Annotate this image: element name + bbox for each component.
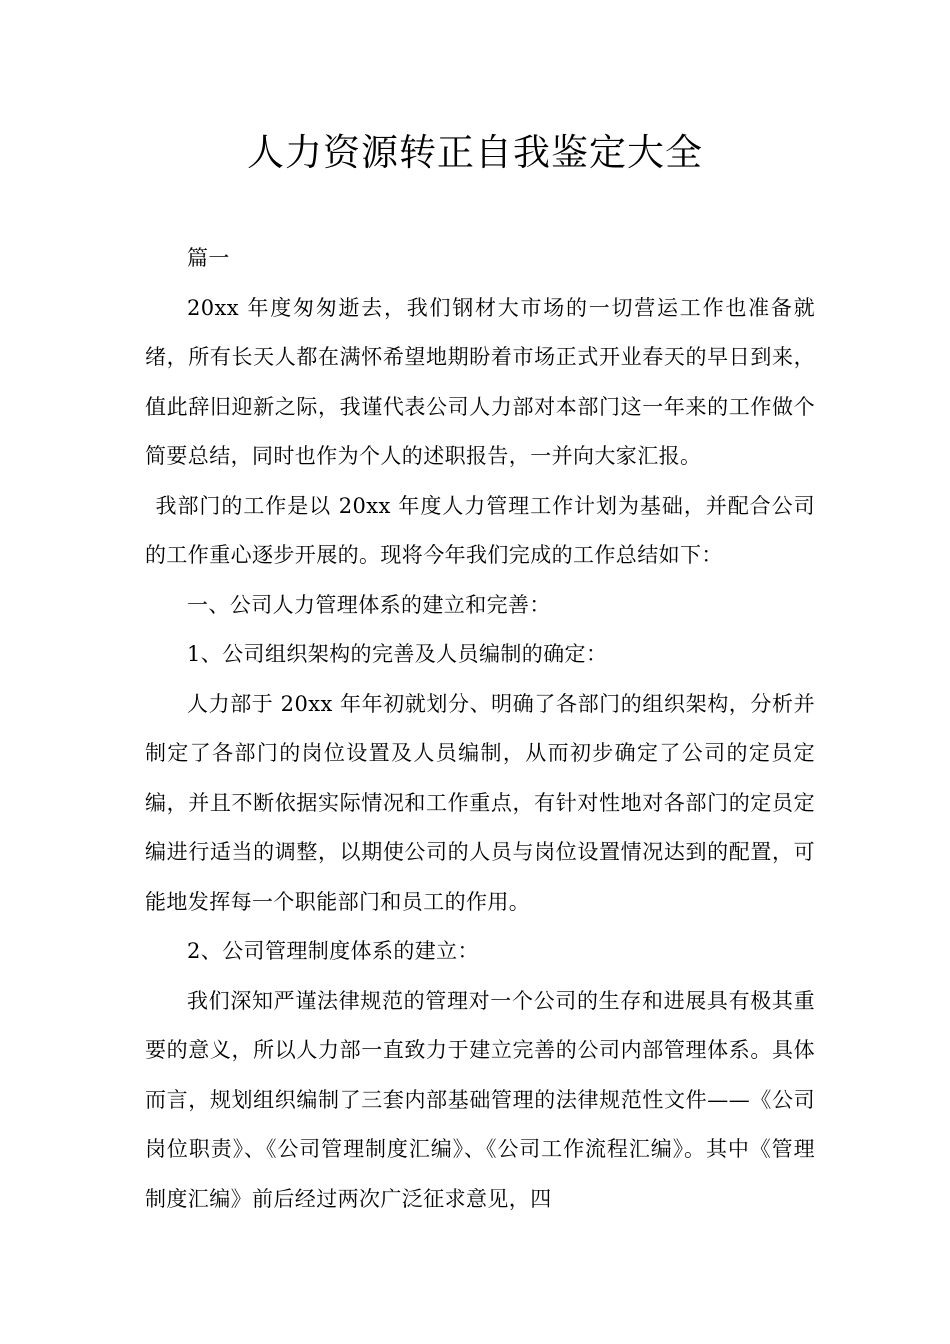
subheading: 1、公司组织架构的完善及人员编制的确定： [187,642,608,666]
paragraph: 人力部于 20xx 年年初就划分、明确了各部门的组织架构，分析并制定了各部门的岗位设置及人员编制，从而初步确定了公司的定员定编，并且不断依据实际情况和工作重点，有针对性地对各部门的定员定编进行适当的调整，以期使公司的人员与岗位设置情况达到的配置，可能地发挥每一个职能部门和员工的作用。 [145,691,815,914]
paragraph: 我们深知严谨法律规范的管理对一个公司的生存和进展具有极其重要的意义，所以人力部一直致力于建立完善的公司内部管理体系。具体而言，规划组织编制了三套内部基础管理的法律规范性文件——《公司岗位职责》、《公司管理制度汇编》、《公司工作流程汇编》。其中《管理制度汇编》前后经过两次广泛征求意见，四 [145,988,815,1211]
section-heading: 篇一 [187,246,230,270]
document-title: 人力资源转正自我鉴定大全 [247,131,703,174]
paragraph: 20xx 年度匆匆逝去，我们钢材大市场的一切营运工作也准备就绪，所有长天人都在满怀希望地期盼着市场正式开业春天的早日到来，值此辞旧迎新之际，我谨代表公司人力部对本部门这一年来的工作做个简要总结，同时也作为个人的述职报告，一并向大家汇报。 [145,295,815,468]
document-body [145,234,815,1224]
subheading: 2、公司管理制度体系的建立： [187,939,479,963]
paragraph: 我部门的工作是以 20xx 年度人力管理工作计划为基础，并配合公司的工作重心逐步开展的。现将今年我们完成的工作总结如下： [145,493,815,567]
subheading: 一、公司人力管理体系的建立和完善： [187,592,551,617]
